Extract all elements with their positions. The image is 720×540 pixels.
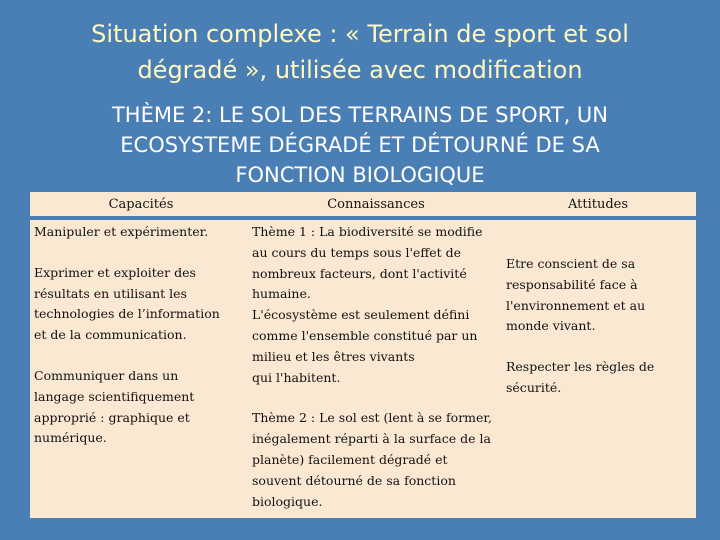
connaissance-line: qui l'habitent. (252, 369, 341, 385)
header-attitudes: Attitudes (567, 197, 629, 212)
capacite-line: résultats en utilisant les (34, 285, 187, 301)
slide-title (20, 16, 700, 88)
connaissance-line: biologique. (252, 493, 323, 509)
connaissance-line: nombreux facteurs, dont l'activité (252, 265, 467, 281)
slide-title-line: Situation complexe : « Terrain de sport et sol (91, 20, 629, 48)
attitude-line: sécurité. (506, 379, 562, 395)
capacite-line: Communiquer dans un (34, 367, 179, 383)
capacite-line: Exprimer et exploiter des (34, 264, 196, 280)
capacite-line: langage scientifiquement (34, 388, 195, 404)
capacite-line: et de la communication. (34, 327, 187, 343)
attitude-line: monde vivant. (506, 318, 596, 334)
connaissance-line: comme l'ensemble constitué par un (252, 327, 478, 343)
connaissance-line: au cours du temps sous l'effet de (252, 244, 461, 260)
attitude-line: responsabilité face à (506, 276, 638, 292)
attitude-line: Respecter les règles de (506, 359, 655, 375)
connaissance-line: Thème 2 : Le sol est (lent à se former, (252, 410, 492, 426)
header-divider (30, 216, 696, 220)
theme-heading-line: FONCTION BIOLOGIQUE (235, 163, 485, 187)
theme-heading (24, 100, 696, 190)
connaissance-line: humaine. (252, 286, 311, 302)
connaissance-line: souvent détourné de sa fonction (252, 472, 456, 488)
header-connaissances: Connaissances (327, 197, 425, 212)
capacite-line: Manipuler et expérimenter. (34, 224, 209, 239)
connaissance-line: Thème 1 : La biodiversité se modifie (252, 224, 483, 239)
header-capacites: Capacités (108, 197, 174, 212)
connaissance-line: L'écosystème est seulement défini (252, 307, 470, 323)
theme-heading-line: THÈME 2: LE SOL DES TERRAINS DE SPORT, UN (111, 103, 609, 127)
slide-title-line: dégradé », utilisée avec modification (137, 56, 583, 84)
connaissance-line: inégalement réparti à la surface de la (252, 431, 491, 447)
attitude-line: l'environnement et au (506, 297, 646, 313)
curriculum-table (30, 192, 696, 518)
column-attitudes (506, 254, 694, 399)
column-connaissances (252, 222, 498, 512)
column-capacites (34, 222, 250, 449)
capacite-line: approprié : graphique et (34, 409, 190, 425)
attitude-line: Etre conscient de sa (506, 256, 636, 271)
connaissance-line: planète) facilement dégradé et (252, 451, 448, 467)
capacite-line: numérique. (34, 430, 107, 446)
connaissance-line: milieu et les êtres vivants (252, 348, 415, 364)
capacite-line: technologies de l’information (34, 306, 220, 322)
theme-heading-line: ECOSYSTEME DÉGRADÉ ET DÉTOURNÉ DE SA (120, 133, 600, 157)
